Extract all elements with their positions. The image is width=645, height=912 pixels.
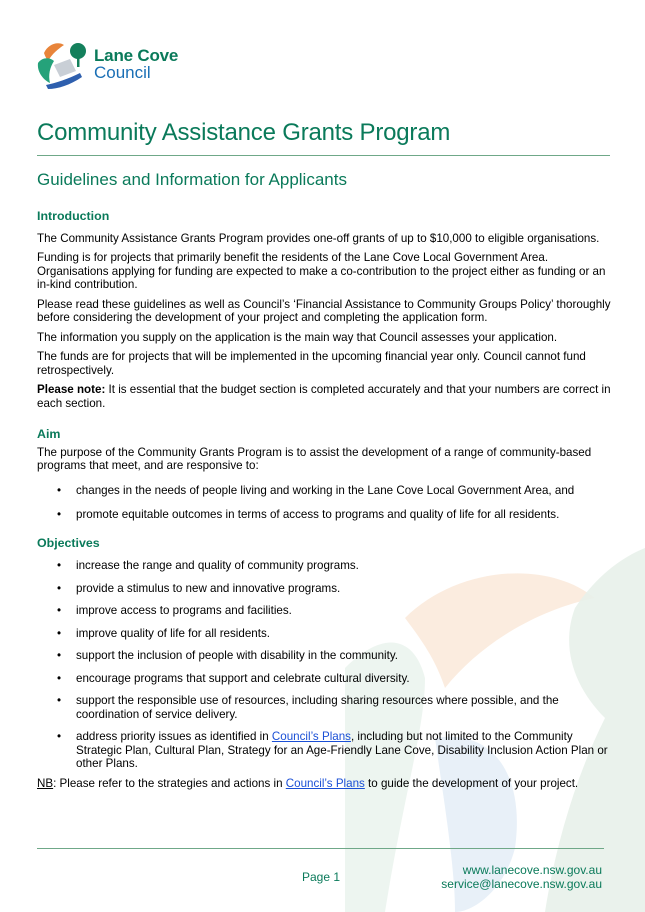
document-body: [37, 210, 612, 790]
intro-paragraph-2: Funding is for projects that primarily benefit the residents of the Lane Cove Local Government Area. Organisations applying for funding are expected to make a co-contribution to the project either as funding or an in-kind contribution.: [37, 251, 606, 291]
page-subtitle: Guidelines and Information for Applicants: [37, 170, 347, 189]
nb-text-after: to guide the development of your project.: [364, 776, 579, 790]
footer-contact: [441, 863, 602, 891]
list-item: • promote equitable outcomes in terms of access to programs and quality of life for all residents.: [37, 508, 612, 522]
councils-plans-link-2[interactable]: Council’s Plans: [285, 776, 365, 790]
item-text-after: , including but not limited to the Community Strategic Plan, Cultural Plan, Strategy for an Age-Friendly Lane Cove, Disability Inclusion Action Plan or other Plans.: [76, 730, 608, 770]
introduction-heading: Introduction: [37, 209, 110, 223]
list-item: • support the responsible use of resources, including sharing resources where possible, and the coordination of service delivery.: [37, 694, 612, 721]
list-item: • support the inclusion of people with disability in the community.: [37, 649, 612, 663]
aim-intro: The purpose of the Community Grants Program is to assist the development of a range of community-based programs that meet, and are responsive to:: [37, 445, 592, 472]
lane-cove-logo-icon: [36, 39, 90, 89]
title-divider: [37, 155, 610, 156]
page-title: Community Assistance Grants Program: [37, 119, 451, 146]
note-label: Please note:: [37, 383, 106, 396]
objectives-list: [37, 559, 612, 771]
list-item: • improve quality of life for all residents.: [37, 627, 612, 641]
note-text: It is essential that the budget section is completed accurately and that your numbers are correct in each section.: [37, 383, 611, 410]
aim-list: [37, 484, 612, 522]
logo-line-1: Lane Cove: [94, 46, 179, 65]
aim-heading: Aim: [37, 427, 61, 441]
nb-label: NB: [37, 776, 54, 790]
intro-paragraph-3: Please read these guidelines as well as Council’s ‘Financial Assistance to Community Groups Policy’ thoroughly before considering the development of your project and completing the application form.: [37, 297, 611, 324]
councils-plans-link[interactable]: Council’s Plans: [271, 730, 351, 743]
list-item: • increase the range and quality of community programs.: [37, 559, 612, 573]
council-logo: [36, 39, 178, 89]
footer-divider: [37, 848, 604, 849]
list-item: • encourage programs that support and celebrate cultural diversity.: [37, 672, 612, 686]
list-item: • provide a stimulus to new and innovative programs.: [37, 582, 612, 596]
intro-paragraph-5: The funds are for projects that will be implemented in the upcoming financial year only. Council cannot fund retrospectively.: [37, 350, 586, 377]
page-number: Page 1: [302, 870, 341, 884]
footer-website: www.lanecove.nsw.gov.au: [462, 863, 602, 877]
intro-paragraph-4: The information you supply on the application is the main way that Council assesses your application.: [37, 330, 558, 344]
list-item: • improve access to programs and facilities.: [37, 604, 612, 618]
intro-paragraph-1: The Community Assistance Grants Program provides one-off grants of up to $10,000 to eligible organisations.: [37, 231, 600, 245]
objectives-heading: Objectives: [37, 535, 100, 550]
list-item: • changes in the needs of people living and working in the Lane Cove Local Government Area, and: [37, 484, 612, 498]
nb-note: [37, 777, 612, 791]
intro-note: [37, 383, 612, 410]
logo-line-2: Council: [94, 63, 151, 82]
nb-text-before: : Please refer to the strategies and actions in: [53, 776, 286, 790]
footer-email: service@lanecove.nsw.gov.au: [441, 877, 602, 891]
item-text-before: address priority issues as identified in: [76, 730, 272, 743]
list-item: [37, 730, 612, 771]
